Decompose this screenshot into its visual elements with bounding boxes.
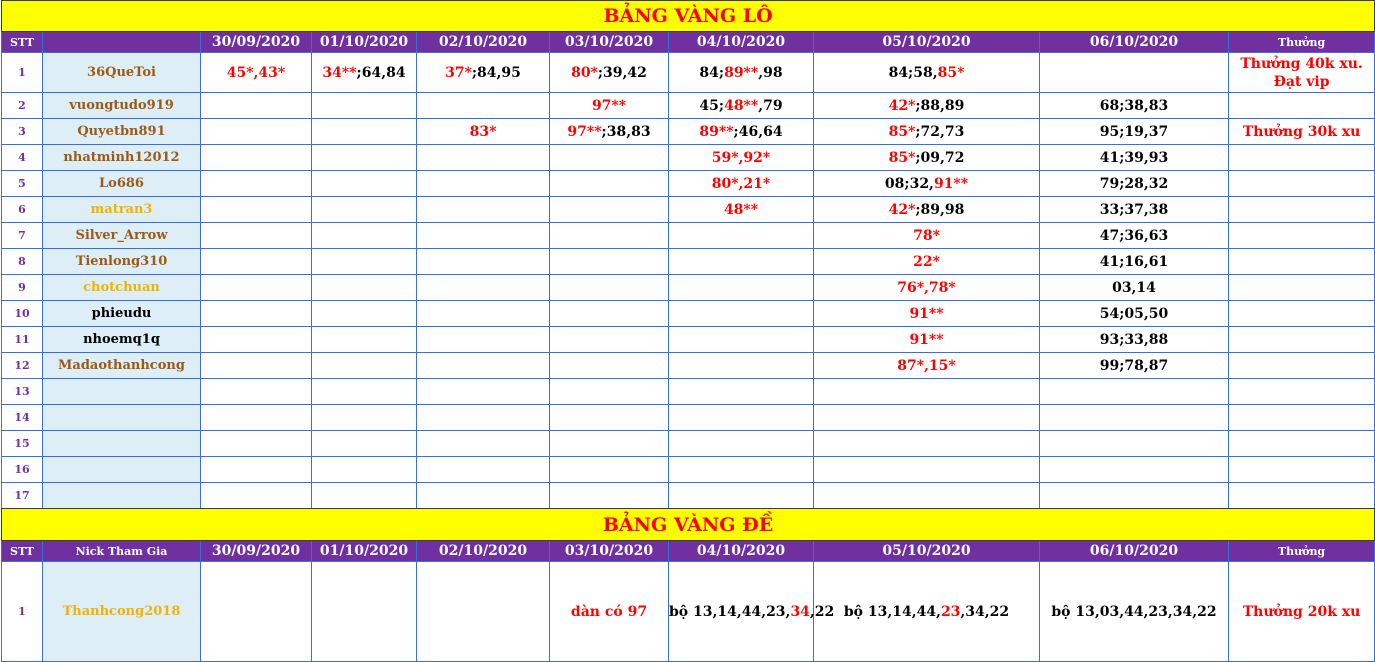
result-cell: [669, 119, 814, 145]
result-cell: [550, 53, 669, 93]
result-cell: [669, 562, 835, 662]
result-cell: [669, 249, 814, 275]
result-cell: [1040, 249, 1229, 275]
result-cell: [550, 457, 669, 483]
number: ;39,42: [597, 64, 647, 81]
result-cell: [201, 379, 312, 405]
row-stt: 9: [2, 275, 43, 301]
number: ;88,89: [915, 97, 965, 114]
winning-number: 48**: [723, 201, 759, 218]
nick-cell: [43, 93, 201, 119]
nick-cell: [43, 223, 201, 249]
reward-cell: [1229, 431, 1375, 457]
number: ,22: [809, 603, 835, 620]
row-stt: 7: [2, 223, 43, 249]
nick-cell: [43, 405, 201, 431]
header-date: 06/10/2020: [1040, 541, 1229, 562]
reward-cell: [1229, 145, 1375, 171]
de-title: BẢNG VÀNG ĐỀ: [2, 509, 1375, 541]
winning-number: 97**: [591, 97, 627, 114]
number: ,79: [758, 97, 783, 114]
result-cell: [201, 93, 312, 119]
number: 93;33,88: [1099, 331, 1169, 348]
number: bộ 13,14,44,: [843, 603, 941, 620]
row-stt: 3: [2, 119, 43, 145]
number: ;72,73: [915, 123, 965, 140]
nick-cell: [43, 119, 201, 145]
result-cell: [550, 197, 669, 223]
result-cell: [201, 145, 312, 171]
winning-number: 85*: [888, 149, 916, 166]
result-cell: [201, 457, 312, 483]
result-cell: [417, 562, 550, 662]
table-row: [2, 327, 1375, 353]
nick-name: Madaothanhcong: [58, 358, 185, 373]
result-cell: [312, 431, 417, 457]
number: 54;05,50: [1099, 305, 1169, 322]
winning-number: 59*,92*: [711, 149, 771, 166]
reward-cell: [1229, 223, 1375, 249]
result-cell: [417, 119, 550, 145]
header-date: 02/10/2020: [417, 541, 550, 562]
number: bộ 13,03,44,23,34,22: [1051, 603, 1217, 620]
result-cell: [550, 275, 669, 301]
table-row: [2, 171, 1375, 197]
result-cell: [417, 301, 550, 327]
result-cell: [550, 93, 669, 119]
header-date: 03/10/2020: [550, 32, 669, 53]
winning-number: 87*,15*: [897, 357, 956, 374]
reward-cell: [1229, 353, 1375, 379]
number: 45;: [699, 97, 725, 114]
result-cell: [312, 457, 417, 483]
result-cell: [1040, 431, 1229, 457]
result-cell: [201, 483, 312, 509]
number: 99;78,87: [1099, 357, 1169, 374]
result-cell: [550, 171, 669, 197]
result-cell: [1040, 119, 1229, 145]
table-row: [2, 119, 1375, 145]
result-cell: [1040, 301, 1229, 327]
header-reward: Thưởng: [1229, 541, 1375, 562]
result-cell: [669, 301, 814, 327]
result-cell: [417, 275, 550, 301]
reward-cell: [1229, 93, 1375, 119]
winning-number: 78*: [913, 227, 940, 244]
header-date: 03/10/2020: [550, 541, 669, 562]
winning-number: 83*: [469, 123, 497, 140]
result-cell: [814, 197, 1040, 223]
lo-title: BẢNG VÀNG LÔ: [2, 1, 1375, 32]
result-cell: [814, 171, 1040, 197]
result-cell: [201, 327, 312, 353]
header-nick: Nick Tham Gia: [43, 541, 201, 562]
result-cell: [1040, 457, 1229, 483]
result-cell: [201, 353, 312, 379]
nick-cell: [43, 353, 201, 379]
result-cell: [669, 483, 814, 509]
winning-number: 42*: [888, 201, 916, 218]
number: 41;39,93: [1099, 149, 1169, 166]
number: 68;38,83: [1099, 97, 1169, 114]
result-cell: [312, 353, 417, 379]
nick-cell: [43, 431, 201, 457]
result-cell: [201, 405, 312, 431]
result-cell: [201, 119, 312, 145]
result-cell: [669, 353, 814, 379]
result-cell: [814, 379, 1040, 405]
header-stt: STT: [2, 32, 43, 53]
row-stt: 4: [2, 145, 43, 171]
result-cell: [312, 327, 417, 353]
reward-cell: [1229, 405, 1375, 431]
result-cell: [550, 249, 669, 275]
nick-name: Thanhcong2018: [62, 604, 181, 619]
winning-number: 45*,43*: [226, 64, 286, 81]
table-row: [2, 223, 1375, 249]
de-table: [1, 508, 1375, 662]
result-cell: [417, 457, 550, 483]
result-cell: [1040, 53, 1229, 93]
result-cell: [814, 249, 1040, 275]
result-cell: [814, 353, 1040, 379]
result-cell: [669, 145, 814, 171]
nick-cell: [43, 53, 201, 93]
nick-cell: [43, 327, 201, 353]
winning-number: 23: [940, 603, 961, 620]
reward-cell: [1229, 379, 1375, 405]
winning-number: 80*: [571, 64, 598, 81]
reward-cell: [1229, 197, 1375, 223]
header-date: 04/10/2020: [669, 541, 814, 562]
result-cell: [814, 431, 1040, 457]
result-cell: [312, 197, 417, 223]
result-cell: [417, 405, 550, 431]
winning-number: 42*: [888, 97, 916, 114]
result-cell: [417, 379, 550, 405]
result-cell: [1040, 93, 1229, 119]
winning-number: 85*: [937, 64, 965, 81]
result-cell: [1040, 379, 1229, 405]
number: ,34,22: [960, 603, 1010, 620]
number: ;46,64: [733, 123, 783, 140]
winning-number: 34**: [322, 64, 357, 81]
winning-number: 85*: [888, 123, 916, 140]
result-cell: [814, 457, 1040, 483]
number: 84;58,: [888, 64, 938, 81]
table-row: [2, 483, 1375, 509]
header-date: 01/10/2020: [312, 32, 417, 53]
number: bộ 13,14,44,23,: [669, 603, 791, 620]
row-stt: 12: [2, 353, 43, 379]
nick-cell: [43, 562, 201, 662]
row-stt: 1: [2, 53, 43, 93]
number: 79;28,32: [1099, 175, 1169, 192]
result-cell: [312, 171, 417, 197]
nick-name: chotchuan: [83, 280, 160, 295]
result-cell: [550, 301, 669, 327]
winning-number: 97**: [567, 123, 602, 140]
result-cell: [1040, 483, 1229, 509]
winning-number: 91**: [933, 175, 969, 192]
winning-number: 89**: [699, 123, 734, 140]
lo-table: [1, 0, 1375, 509]
result-cell: [814, 405, 1040, 431]
result-cell: [201, 249, 312, 275]
reward-cell: [1229, 249, 1375, 275]
table-row: [2, 93, 1375, 119]
result-cell: [814, 301, 1040, 327]
winning-number: 34: [790, 603, 810, 620]
reward-cell: [1229, 483, 1375, 509]
result-cell: [669, 53, 814, 93]
number: ;64,84: [356, 64, 406, 81]
nick-cell: [43, 197, 201, 223]
nick-name: matran3: [90, 202, 153, 217]
nick-cell: [43, 275, 201, 301]
result-cell: [312, 53, 417, 93]
number: 33;37,38: [1099, 201, 1169, 218]
reward-cell: [1229, 457, 1375, 483]
winning-number: 89**: [724, 64, 759, 81]
nick-cell: [43, 171, 201, 197]
header-date: 05/10/2020: [814, 32, 1040, 53]
table-row: [2, 197, 1375, 223]
header-date: 30/09/2020: [201, 32, 312, 53]
nick-name: phieudu: [91, 306, 152, 321]
number: 08;32,: [884, 175, 934, 192]
winning-number: 22*: [913, 253, 940, 270]
result-cell: [417, 53, 550, 93]
row-stt: 15: [2, 431, 43, 457]
table-row: [2, 53, 1375, 93]
result-cell: [417, 93, 550, 119]
table-row: [2, 353, 1375, 379]
nick-cell: [43, 379, 201, 405]
result-cell: [814, 275, 1040, 301]
number: ;38,83: [601, 123, 651, 140]
result-cell: [814, 119, 1040, 145]
table-row: [2, 431, 1375, 457]
result-cell: [312, 223, 417, 249]
nick-name: nhoemq1q: [83, 332, 160, 347]
result-cell: [417, 197, 550, 223]
result-cell: [550, 353, 669, 379]
nick-name: Lo686: [99, 176, 144, 191]
result-cell: [312, 483, 417, 509]
reward-cell: [1229, 327, 1375, 353]
reward-cell: [1229, 275, 1375, 301]
result-cell: [1040, 275, 1229, 301]
number: 47;36,63: [1099, 227, 1169, 244]
result-cell: [669, 379, 814, 405]
nick-name: nhatminh12012: [63, 150, 180, 165]
row-stt: 8: [2, 249, 43, 275]
nick-cell: [43, 457, 201, 483]
result-cell: [669, 93, 814, 119]
table-row: [2, 562, 1375, 662]
result-cell: [669, 171, 814, 197]
number: 84;: [699, 64, 725, 81]
result-cell: [1040, 171, 1229, 197]
table-row: [2, 145, 1375, 171]
result-cell: [417, 145, 550, 171]
row-stt: 1: [2, 562, 43, 662]
reward-cell: Thưởng 20k xu: [1229, 562, 1375, 662]
row-stt: 14: [2, 405, 43, 431]
table-row: [2, 249, 1375, 275]
result-cell: [814, 145, 1040, 171]
result-cell: [1040, 562, 1229, 662]
header-date: 06/10/2020: [1040, 32, 1229, 53]
winning-number: 76*,78*: [897, 279, 956, 296]
result-cell: [312, 93, 417, 119]
nick-name: Silver_Arrow: [75, 228, 168, 243]
result-cell: [417, 327, 550, 353]
result-cell: [417, 353, 550, 379]
table-row: [2, 457, 1375, 483]
result-cell: [550, 431, 669, 457]
nick-name: Tienlong310: [75, 254, 168, 269]
result-cell: [312, 249, 417, 275]
result-cell: [550, 405, 669, 431]
row-stt: 16: [2, 457, 43, 483]
header-reward: Thưởng: [1229, 32, 1375, 53]
header-date: 04/10/2020: [669, 32, 814, 53]
result-cell: [312, 275, 417, 301]
result-cell: [814, 223, 1040, 249]
row-stt: 5: [2, 171, 43, 197]
row-stt: 10: [2, 301, 43, 327]
result-cell: [550, 327, 669, 353]
result-cell: [814, 327, 1040, 353]
row-stt: 2: [2, 93, 43, 119]
result-cell: [550, 562, 669, 662]
nick-name: 36QueToi: [87, 65, 156, 80]
result-cell: [550, 379, 669, 405]
row-stt: 11: [2, 327, 43, 353]
nick-cell: [43, 301, 201, 327]
result-cell: [312, 145, 417, 171]
table-row: [2, 405, 1375, 431]
result-cell: [550, 145, 669, 171]
reward-cell: Thưởng 30k xu: [1229, 119, 1375, 145]
result-cell: [201, 223, 312, 249]
result-cell: [201, 301, 312, 327]
header-date: 01/10/2020: [312, 541, 417, 562]
result-cell: [1040, 353, 1229, 379]
winning-number: 37*: [445, 64, 472, 81]
winning-number: 91**: [909, 331, 944, 348]
result-cell: [417, 223, 550, 249]
nick-cell: [43, 483, 201, 509]
number: ,98: [758, 64, 783, 81]
result-cell: [669, 405, 814, 431]
result-cell: [669, 223, 814, 249]
result-cell: [814, 483, 1040, 509]
result-cell: [1040, 223, 1229, 249]
result-cell: [669, 327, 814, 353]
result-cell: [417, 431, 550, 457]
result-cell: [669, 457, 814, 483]
table-row: [2, 301, 1375, 327]
result-cell: [1040, 197, 1229, 223]
nick-cell: [43, 249, 201, 275]
nick-name: vuongtudo919: [69, 98, 174, 113]
result-cell: [1040, 327, 1229, 353]
winning-number: 80*,21*: [711, 175, 771, 192]
result-cell: [550, 119, 669, 145]
result-cell: [814, 53, 1040, 93]
reward-cell: [1229, 171, 1375, 197]
header-date: 02/10/2020: [417, 32, 550, 53]
result-cell: [417, 249, 550, 275]
number: ;84,95: [471, 64, 521, 81]
number: ;89,98: [915, 201, 965, 218]
result-cell: [669, 197, 814, 223]
result-cell: [669, 431, 814, 457]
row-stt: 17: [2, 483, 43, 509]
result-cell: [201, 197, 312, 223]
result-cell: [312, 301, 417, 327]
reward-cell: [1229, 301, 1375, 327]
result-cell: [201, 171, 312, 197]
winning-number: 48**: [724, 97, 759, 114]
result-cell: [550, 483, 669, 509]
result-cell: [201, 431, 312, 457]
result-cell: [312, 379, 417, 405]
result-cell: [814, 562, 1040, 662]
number: 41;16,61: [1099, 253, 1169, 270]
number: 95;19,37: [1099, 123, 1169, 140]
reward-cell: Thưởng 40k xu. Đạt vip: [1229, 53, 1375, 93]
nick-cell: [43, 145, 201, 171]
result-cell: [312, 119, 417, 145]
row-stt: 13: [2, 379, 43, 405]
result-cell: [814, 93, 1040, 119]
result-cell: [201, 562, 312, 662]
table-row: [2, 275, 1375, 301]
result-cell: [201, 53, 312, 93]
winning-number: 91**: [909, 305, 944, 322]
result-cell: [417, 171, 550, 197]
number: ;09,72: [915, 149, 965, 166]
row-stt: 6: [2, 197, 43, 223]
result-cell: [1040, 405, 1229, 431]
result-cell: [201, 275, 312, 301]
result-cell: [550, 223, 669, 249]
table-row: [2, 379, 1375, 405]
header-stt: STT: [2, 541, 43, 562]
result-cell: [669, 275, 814, 301]
result-cell: [417, 483, 550, 509]
number: 03,14: [1112, 279, 1156, 296]
result-cell: [312, 562, 417, 662]
header-date: 30/09/2020: [201, 541, 312, 562]
nick-name: Quyetbn891: [77, 124, 166, 139]
result-cell: [1040, 145, 1229, 171]
header-date: 05/10/2020: [814, 541, 1040, 562]
result-cell: [312, 405, 417, 431]
header-nick: [43, 32, 201, 53]
winning-number: dàn có 97: [570, 603, 648, 620]
